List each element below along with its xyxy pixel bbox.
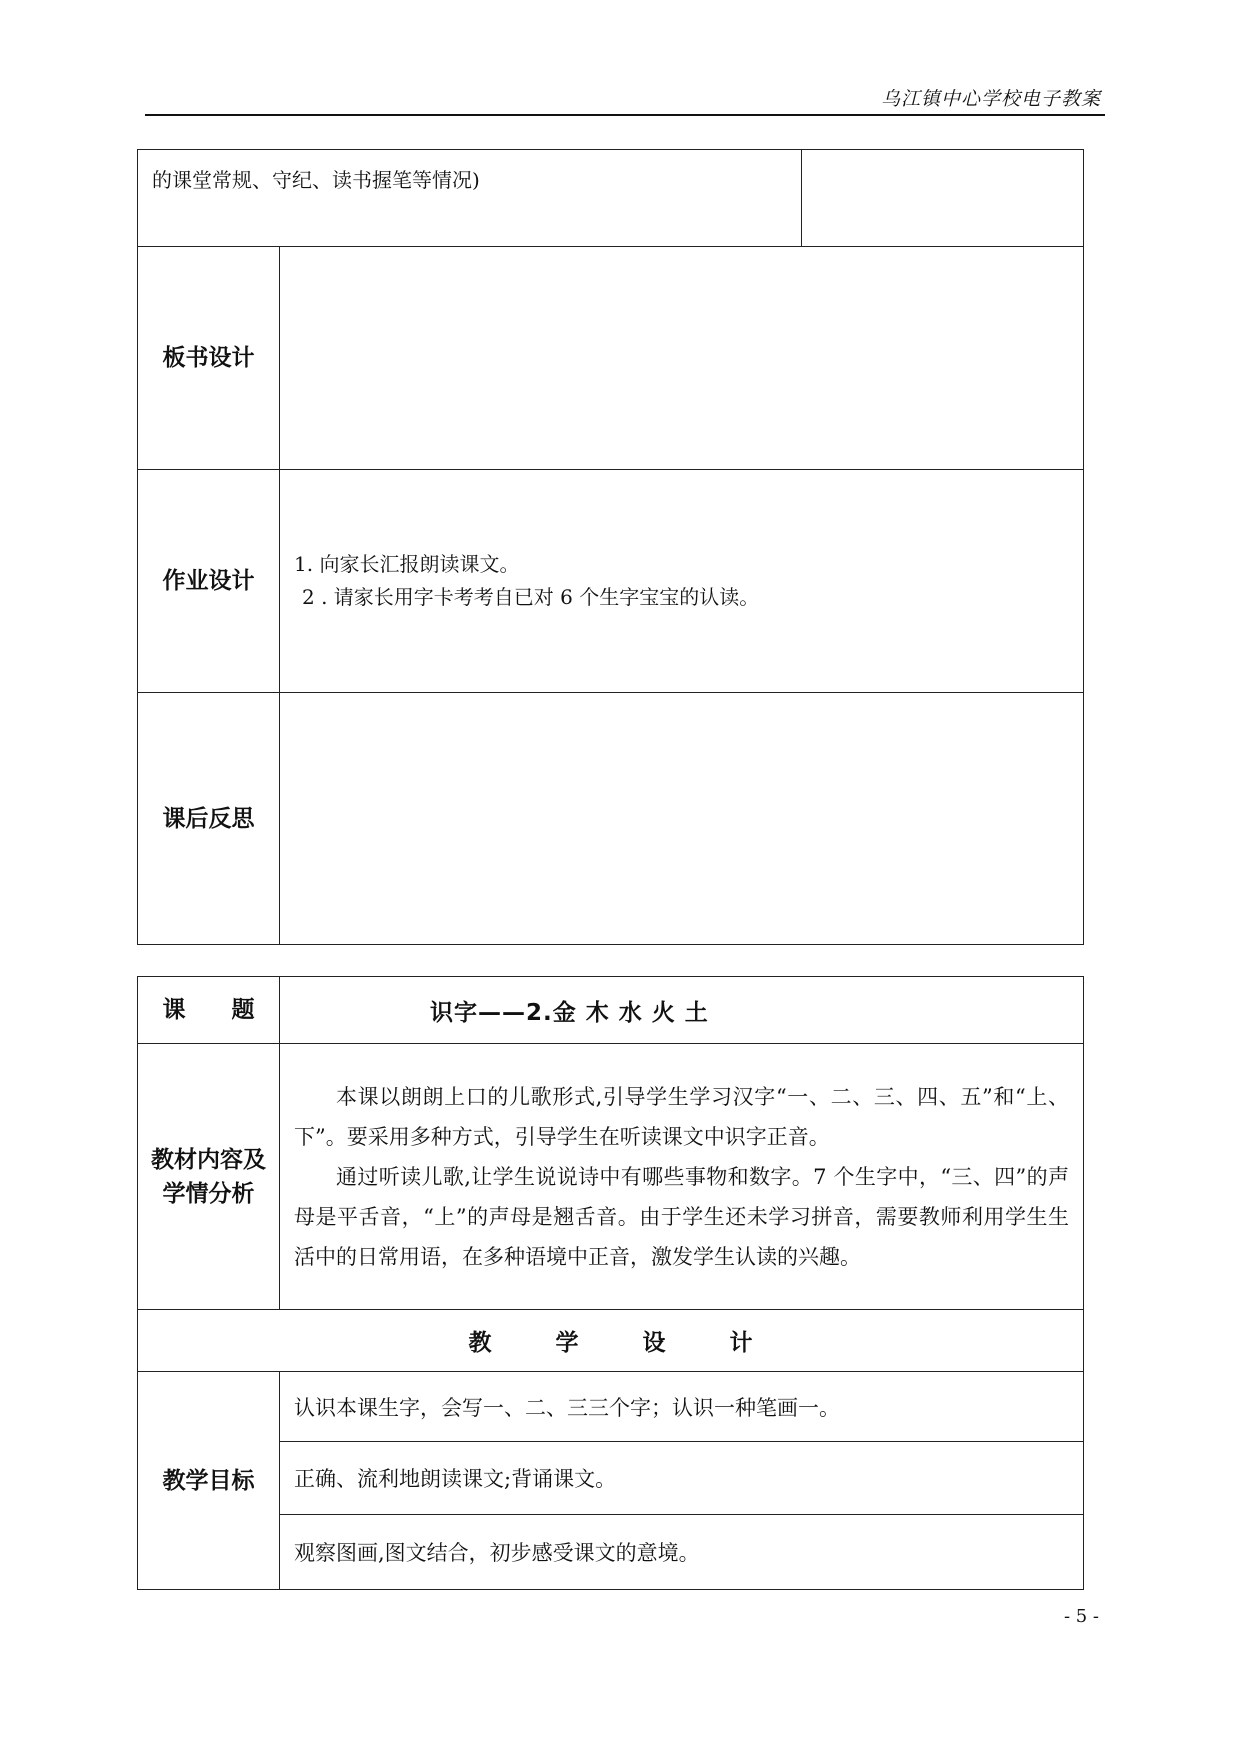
teaching-design-heading: 教学设计	[138, 1310, 1084, 1372]
homework-content	[280, 470, 1084, 693]
homework-label: 作业设计	[138, 470, 280, 693]
board-design-content	[280, 247, 1084, 470]
homework-item-1: 1. 向家长汇报朗读课文。	[294, 552, 520, 576]
analysis-content	[280, 1044, 1084, 1310]
lesson-table-continued	[137, 149, 1084, 945]
continued-text: 的课堂常规、守纪、读书握笔等情况)	[152, 168, 480, 192]
reflection-content	[280, 693, 1084, 945]
goal-item-3: 观察图画,图文结合，初步感受课文的意境。	[280, 1515, 1084, 1590]
reflection-label: 课后反思	[138, 693, 280, 945]
analysis-label: 教材内容及学情分析	[138, 1044, 280, 1310]
topic-label: 课 题	[138, 977, 280, 1044]
goal-item-1: 认识本课生字，会写一、二、三三个字；认识一种笔画一。	[280, 1372, 1084, 1442]
homework-item-2: 2 . 请家长用字卡考考自已对 6 个生字宝宝的认读。	[302, 585, 760, 609]
analysis-paragraph-1: 本课以朗朗上口的儿歌形式,引导学生学习汉字“一、二、三、四、五”和“上、下”。要采用多种方式，引导学生在听读课文中识字正音。	[294, 1084, 1069, 1149]
goal-item-2: 正确、流利地朗读课文;背诵课文。	[280, 1442, 1084, 1515]
continued-empty-cell	[802, 150, 1084, 247]
topic-value: 识字——2.金 木 水 火 土	[280, 977, 1084, 1044]
goals-label: 教学目标	[138, 1372, 280, 1590]
header-rule	[145, 114, 1105, 116]
board-design-label: 板书设计	[138, 247, 280, 470]
continued-text-cell	[138, 150, 802, 247]
header-school-name: 乌江镇中心学校电子教案	[880, 88, 1101, 110]
analysis-paragraph-2: 通过听读儿歌,让学生说说诗中有哪些事物和数字。7 个生字中，“三、四”的声母是平舌音，“上”的声母是翘舌音。由于学生还未学习拼音，需要教师利用学生生活中的日常用语，在多种语境中正音，激发学生认读的兴趣。	[294, 1164, 1069, 1269]
lesson-table-new	[137, 976, 1084, 1590]
page-number: - 5 -	[1063, 1606, 1099, 1627]
